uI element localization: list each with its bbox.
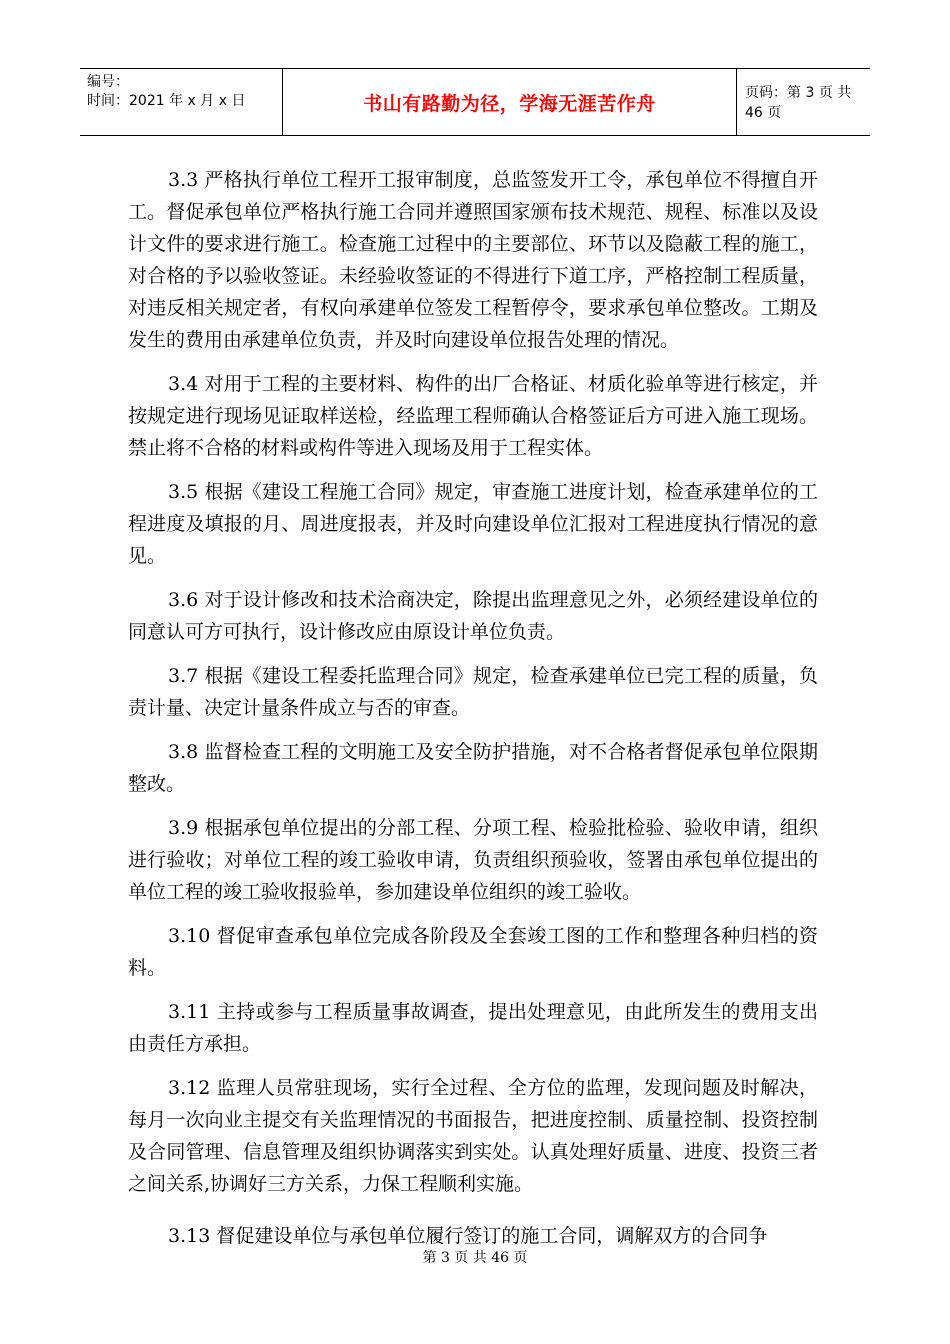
paragraph-3-9 bbox=[128, 812, 818, 908]
page-footer: 第 3 页 共 46 页 bbox=[422, 1250, 528, 1266]
paragraph-text: 根据承包单位提出的分部工程、分项工程、检验批检验、验收申请，组织进行验收；对单位工程的竣工验收申请，负责组织预验收，签署由承包单位提出的单位工程的竣工验收报验单，参加建设单位组织的竣工验收。 bbox=[128, 817, 818, 903]
header-motto-cell bbox=[283, 69, 737, 135]
paragraph-number: 3.4 bbox=[168, 373, 199, 395]
paragraph-text: 监理人员常驻现场，实行全过程、全方位的监理，发现问题及时解决，每月一次向业主提交有关监理情况的书面报告，把进度控制、质量控制、投资控制及合同管理、信息管理及组织协调落实到实处。认真处理好质量、进度、投资三者之间关系,协调好三方关系，力保工程顺利实施。 bbox=[128, 1077, 818, 1195]
header-meta bbox=[80, 69, 283, 135]
paragraph-text: 督促审查承包单位完成各阶段及全套竣工图的工作和整理各种归档的资料。 bbox=[128, 925, 818, 979]
paragraph-text: 主持或参与工程质量事故调查，提出处理意见，由此所发生的费用支出由责任方承担。 bbox=[128, 1001, 818, 1055]
paragraph-number: 3.7 bbox=[168, 665, 199, 687]
paragraph-3-6 bbox=[128, 584, 818, 648]
paragraph-text: 根据《建设工程施工合同》规定，审查施工进度计划，检查承建单位的工程进度及填报的月、周进度报表，并及时向建设单位汇报对工程进度执行情况的意见。 bbox=[128, 481, 818, 567]
paragraph-number: 3.12 bbox=[168, 1077, 211, 1099]
paragraph-number: 3.11 bbox=[168, 1001, 211, 1023]
paragraph-3-10 bbox=[128, 920, 818, 984]
paragraph-text: 根据《建设工程委托监理合同》规定，检查承建单位已完工程的质量，负责计量、决定计量条件成立与否的审查。 bbox=[128, 665, 818, 719]
paragraph-3-5 bbox=[128, 476, 818, 572]
paragraph-number: 3.10 bbox=[168, 925, 211, 947]
paragraph-text: 严格执行单位工程开工报审制度，总监签发开工令，承包单位不得擅自开工。督促承包单位严格执行施工合同并遵照国家颁布技术规范、规程、标准以及设计文件的要求进行施工。检查施工过程中的主要部位、环节以及隐蔽工程的施工，对合格的予以验收签证。未经验收签证的不得进行下道工序，严格控制工程质量，对违反相关规定者，有权向承建单位签发工程暂停令，要求承包单位整改。工期及发生的费用由承建单位负责，并及时向建设单位报告处理的情况。 bbox=[128, 169, 818, 351]
paragraph-text: 监督检查工程的文明施工及安全防护措施，对不合格者督促承包单位限期整改。 bbox=[128, 741, 818, 795]
paragraph-text: 对用于工程的主要材料、构件的出厂合格证、材质化验单等进行核定，并按规定进行现场见证取样送检，经监理工程师确认合格签证后方可进入施工现场。禁止将不合格的材料或构件等进入现场及用于工程实体。 bbox=[128, 373, 818, 459]
document-time-label: 时间：2021 年 x 月 x 日 bbox=[87, 93, 246, 109]
paragraph-text: 对于设计修改和技术洽商决定，除提出监理意见之外，必须经建设单位的同意认可方可执行，设计修改应由原设计单位负责。 bbox=[128, 589, 818, 643]
header-page-info-cell bbox=[737, 69, 870, 135]
header-motto: 书山有路勤为径，学海无涯苦作舟 bbox=[363, 92, 656, 115]
paragraph-3-8 bbox=[128, 736, 818, 800]
paragraph-3-11 bbox=[128, 996, 818, 1060]
paragraph-number: 3.8 bbox=[168, 741, 199, 763]
document-body bbox=[128, 164, 818, 1252]
paragraph-number: 3.3 bbox=[168, 169, 199, 191]
paragraph-number: 3.6 bbox=[168, 589, 199, 611]
paragraph-3-12 bbox=[128, 1072, 818, 1200]
paragraph-3-7 bbox=[128, 660, 818, 724]
paragraph-number: 3.5 bbox=[168, 481, 199, 503]
paragraph-text: 督促建设单位与承包单位履行签订的施工合同，调解双方的合同争 bbox=[210, 1225, 768, 1247]
paragraph-3-3 bbox=[128, 164, 818, 356]
paragraph-number: 3.13 bbox=[168, 1225, 211, 1247]
document-number-label: 编号： bbox=[87, 74, 129, 90]
paragraph-3-4 bbox=[128, 368, 818, 464]
header-page-info: 页码：第 3 页 共 46 页 bbox=[745, 85, 852, 121]
page-header bbox=[80, 68, 870, 136]
paragraph-number: 3.9 bbox=[168, 817, 199, 839]
